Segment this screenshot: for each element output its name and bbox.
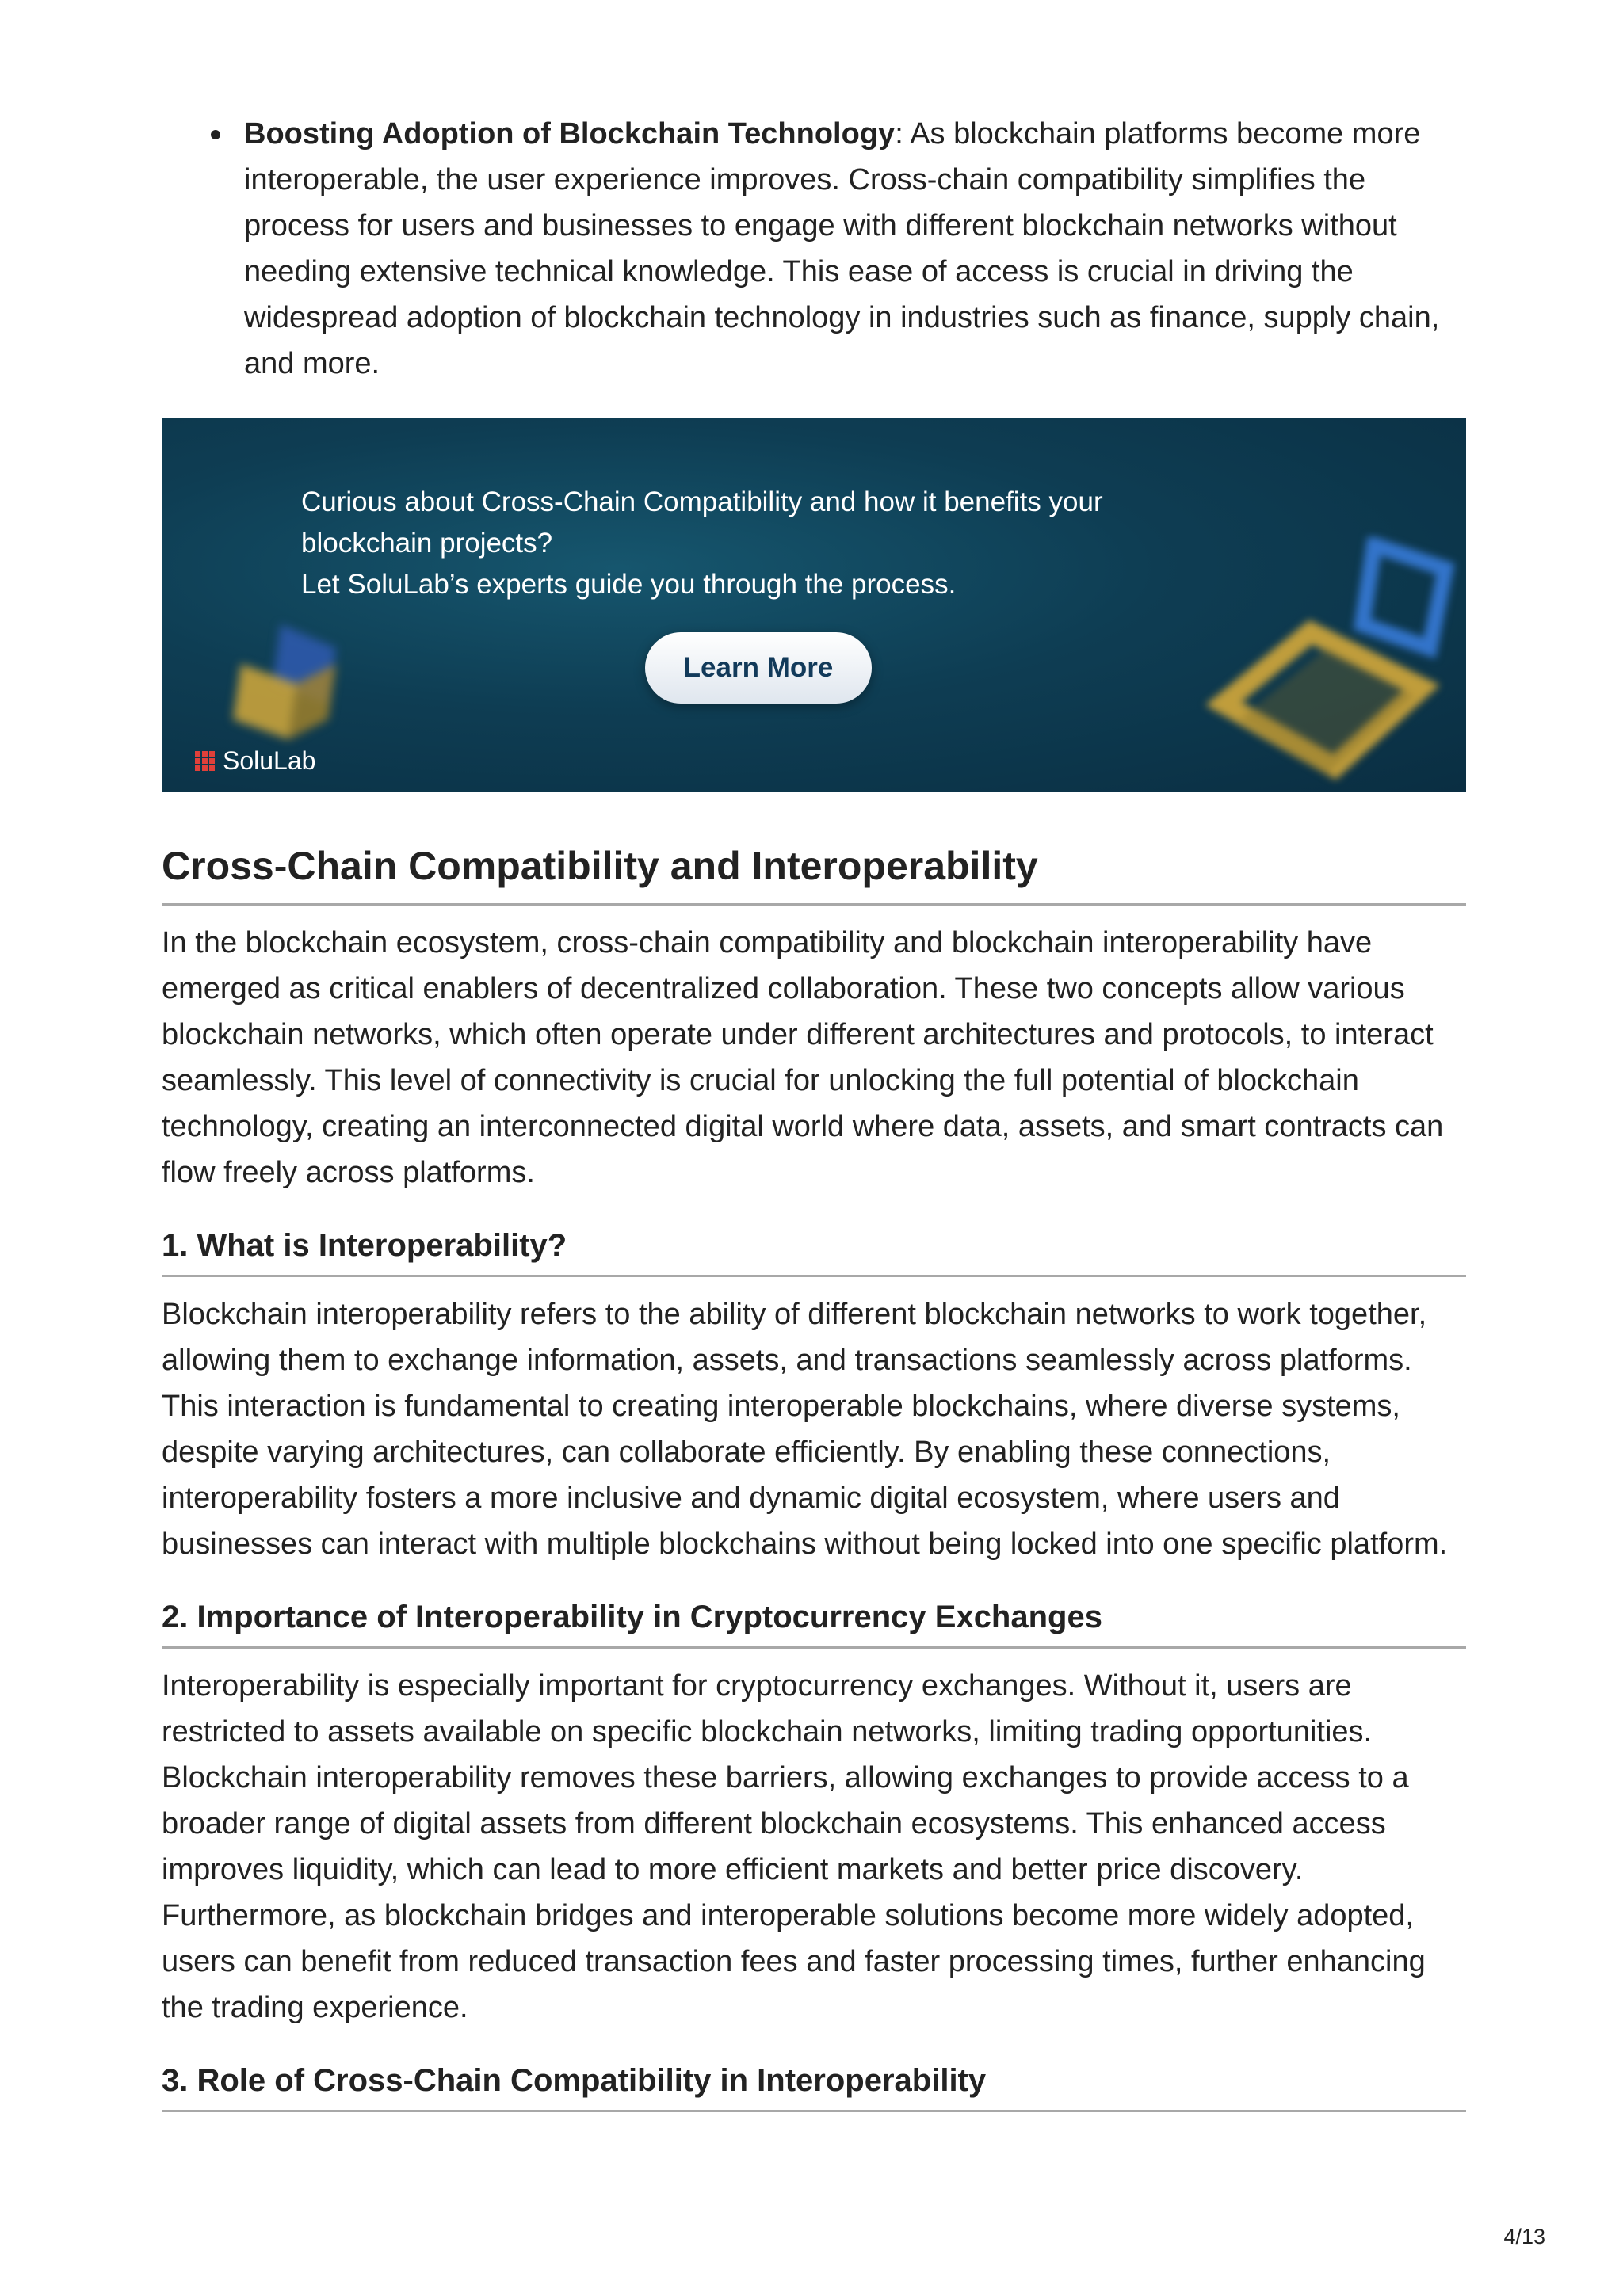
logo-mark-icon [195, 751, 215, 771]
section-intro: In the blockchain ecosystem, cross-chain compatibility and blockchain interoperability have emerged as critical enablers of decentralized collaboration. These two concepts allow various blockchain networks, which often operate under different architectures and protocols, to interact seamlessly. This level of connectivity is crucial for unlocking the full potential of blockchain technology, creating an interconnected digital world where data, assets, and smart contracts can flow freely across platforms. [162, 926, 1444, 1189]
banner-line: Let SoluLab’s experts guide you through the process. [301, 569, 957, 600]
cube-left-icon [209, 608, 391, 767]
section-title: Cross-Chain Compatibility and Interoperability [162, 840, 1466, 906]
cube-right-icon [1192, 537, 1466, 792]
banner-line: blockchain projects? [301, 528, 553, 559]
bullet-icon [211, 130, 220, 139]
subsection-heading: 1. What is Interoperability? [162, 1224, 1466, 1277]
subsection-body: Interoperability is especially important for cryptocurrency exchanges. Without it, users are restricted to assets available on specific blockchain networks, limiting trading opportunities. Blockchain interoperability removes these barriers, allowing exchanges to provide access to a broader range of digital assets from different blockchain ecosystems. This enhanced access improves liquidity, which can lead to more efficient markets and better price discovery. Furthermore, as blockchain bridges and interoperable solutions become more widely adopted, users can benefit from reduced transaction fees and faster processing times, further enhancing the trading experience. [162, 1669, 1426, 2024]
subsection-heading: 2. Importance of Interoperability in Cryptocurrency Exchanges [162, 1596, 1466, 1649]
promo-banner[interactable] [162, 418, 1466, 792]
subsection-body: Blockchain interoperability refers to the ability of different blockchain networks to work together, allowing them to exchange information, assets, and transactions seamlessly across platforms. This interaction is fundamental to creating interoperable blockchains, where diverse systems, despite varying architectures, can collaborate efficiently. By enabling these connections, interoperability fosters a more inclusive and dynamic digital ecosystem, where users and businesses can interact with multiple blockchains without being locked into one specific platform. [162, 1298, 1448, 1561]
bullet-bold-term: Boosting Adoption of Blockchain Technology [244, 117, 896, 151]
banner-line: Curious about Cross-Chain Compatibility and how it benefits your [301, 486, 1103, 517]
page-number: 4/13 [1503, 2225, 1545, 2248]
document-page [162, 111, 1466, 2112]
bullet-list [162, 111, 1466, 387]
logo-text: SoluLab [223, 746, 316, 775]
solulab-logo [195, 746, 315, 776]
list-item [162, 111, 1466, 387]
learn-more-button[interactable]: Learn More [645, 632, 872, 704]
subsection-heading: 3. Role of Cross-Chain Compatibility in Interoperability [162, 2059, 1466, 2112]
bullet-text: : As blockchain platforms become more interoperable, the user experience improves. Cross-chain compatibility simplifies the process for users and businesses to engage with different blockchain networks without needing extensive technical knowledge. This ease of access is crucial in driving the widespread adoption of blockchain technology in industries such as finance, supply chain, and more. [244, 117, 1440, 380]
banner-text [301, 482, 1103, 605]
